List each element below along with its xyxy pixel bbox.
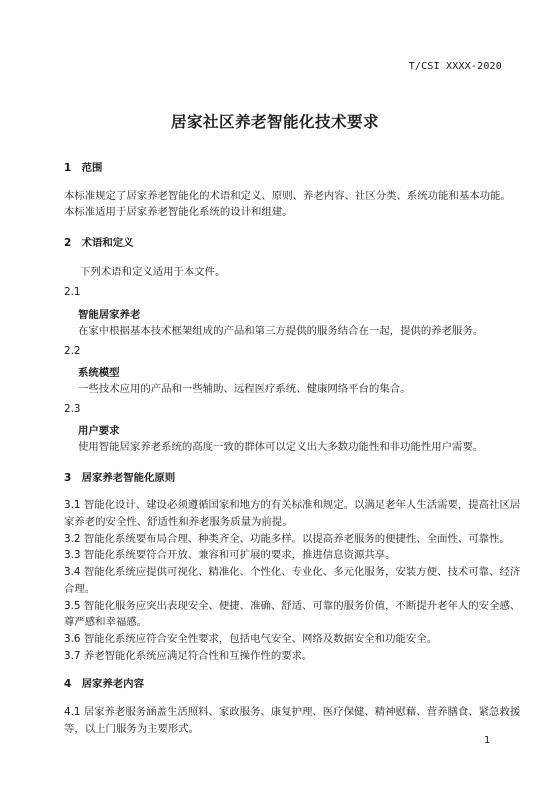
section-number: 1 (64, 162, 72, 174)
paragraph: 下列术语和定义适用于本文件。 (80, 266, 226, 278)
term-definition: 在家中根据基本技术框架组成的产品和第三方提供的服务结合在一起，提供的养老服务。 (78, 325, 484, 337)
term-number: 2.3 (64, 403, 81, 415)
clause-3-1-cont: 家养老的安全性、舒适性和养老服务质量为前提。 (64, 516, 293, 528)
term-name: 智能居家养老 (78, 309, 141, 321)
term-definition: 一些技术应用的产品和一些辅助、远程医疗系统、健康网络平台的集合。 (78, 383, 411, 395)
section-title: 居家养老智能化原则 (81, 472, 176, 484)
clause-4-1-cont: 等，以上门服务为主要形式。 (64, 723, 200, 735)
term-name: 用户要求 (78, 425, 120, 437)
clause-3-2: 3.2 智能化系统要布局合理、种类齐全、功能多样。以提高养老服务的便捷性、全面性、可靠性。 (64, 533, 510, 545)
paragraph: 本标准适用于居家养老智能化系统的设计和组建。 (64, 206, 293, 218)
section-title: 居家养老内容 (81, 678, 144, 690)
clause-3-1: 3.1 智能化设计、建设必须遵循国家和地方的有关标准和规定。以满足老年人生活需要，提高社区居 (64, 499, 521, 511)
clause-4-1: 4.1 居家养老服务涵盖生活照料、家政服务、康复护理、医疗保健、精神慰藉、营养膳食、紧急救援 (64, 706, 521, 718)
clause-3-4: 3.4 智能化系统应提供可视化、精准化、个性化、专业化、多元化服务，安装方便、技术可靠、经济 (64, 566, 521, 578)
term-number: 2.1 (64, 286, 81, 298)
clause-3-7: 3.7 养老智能化系统应满足符合性和互操作性的要求。 (64, 650, 313, 662)
section-heading-principles (64, 469, 175, 484)
section-number: 3 (64, 472, 72, 484)
document-code: T/CSI XXXX-2020 (408, 61, 502, 72)
term-number: 2.2 (64, 345, 81, 357)
section-title: 范围 (81, 162, 103, 174)
term-name: 系统模型 (78, 367, 120, 379)
clause-3-5-cont: 尊严感和幸福感。 (64, 616, 148, 628)
section-heading-terms (64, 234, 134, 249)
page-number: 1 (484, 735, 491, 746)
clause-3-5: 3.5 智能化服务应突出表现安全、便捷、准确、舒适、可靠的服务价值，不断提升老年人的安全感、 (64, 600, 521, 612)
clause-3-6: 3.6 智能化系统应符合安全性要求，包括电气安全、网络及数据安全和功能安全。 (64, 633, 438, 645)
paragraph: 本标准规定了居家养老智能化的术语和定义、原则、养老内容、社区分类、系统功能和基本功能。 (64, 190, 511, 202)
section-number: 2 (64, 237, 72, 249)
section-heading-scope (64, 159, 102, 174)
term-definition: 使用智能居家养老系统的高度一致的群体可以定义出大多数功能性和非功能性用户需要。 (78, 441, 484, 453)
clause-3-3: 3.3 智能化系统要符合开放、兼容和可扩展的要求，推进信息资源共享。 (64, 549, 396, 561)
section-title: 术语和定义 (81, 237, 134, 249)
section-heading-content (64, 675, 144, 690)
document-title: 居家社区养老智能化技术要求 (170, 113, 379, 131)
section-number: 4 (64, 678, 72, 690)
clause-3-4-cont: 合理。 (64, 583, 96, 595)
